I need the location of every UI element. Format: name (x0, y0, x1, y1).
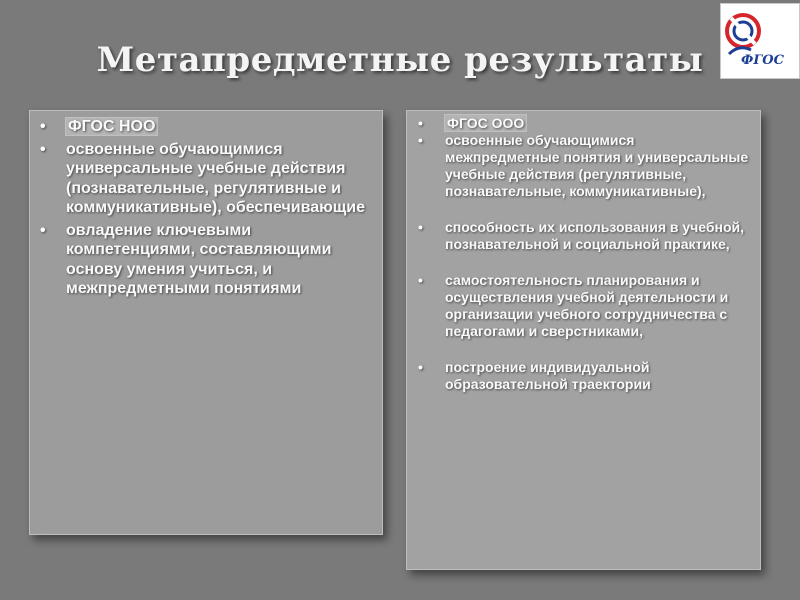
fgos-logo (720, 3, 800, 79)
bullet-icon: • (418, 115, 423, 131)
right-item-text: способность их использования в учебной, познавательной и социальной практике, (445, 219, 745, 252)
right-item-text: самостоятельность планирования и осуществления учебной деятельности и организации учебного сотрудничества с педагогами и сверстниками, (445, 272, 729, 339)
left-item-text: овладение ключевыми компетенциями, составляющими основу умения учиться, и межпредметными понятиями (66, 221, 332, 297)
left-panel-noo (29, 110, 383, 535)
logo-text: ФГОС (741, 53, 784, 68)
bullet-icon: • (40, 140, 46, 158)
right-item-text: освоенные обучающимися межпредметные понятия и универсальные учебные действия (регулятивные, познавательные, коммуникативные), (445, 132, 749, 199)
list-item (418, 132, 752, 200)
list-item (418, 272, 752, 340)
bullet-icon: • (418, 359, 423, 375)
bullet-icon: • (40, 221, 46, 239)
list-item (40, 140, 374, 218)
left-panel-heading: ФГОС НОО (68, 118, 156, 135)
bullet-icon: • (40, 118, 46, 135)
left-heading-item (40, 117, 374, 137)
right-panel-heading: ФГОС ООО (447, 115, 525, 131)
bullet-icon: • (418, 219, 423, 235)
right-heading-item (418, 115, 752, 132)
right-panel-ooo (406, 110, 761, 570)
left-item-text: освоенные обучающимися универсальные учебные действия (познавательные, регулятивные и коммуникативные), обеспечивающие (66, 140, 366, 216)
slide-title: Метапредметные результаты (96, 40, 704, 80)
list-item (418, 219, 752, 253)
bullet-icon: • (418, 132, 423, 148)
right-item-text: построение индивидуальной образовательной траектории (445, 359, 651, 392)
list-item (418, 359, 752, 393)
list-item (40, 221, 374, 299)
bullet-icon: • (418, 272, 423, 288)
